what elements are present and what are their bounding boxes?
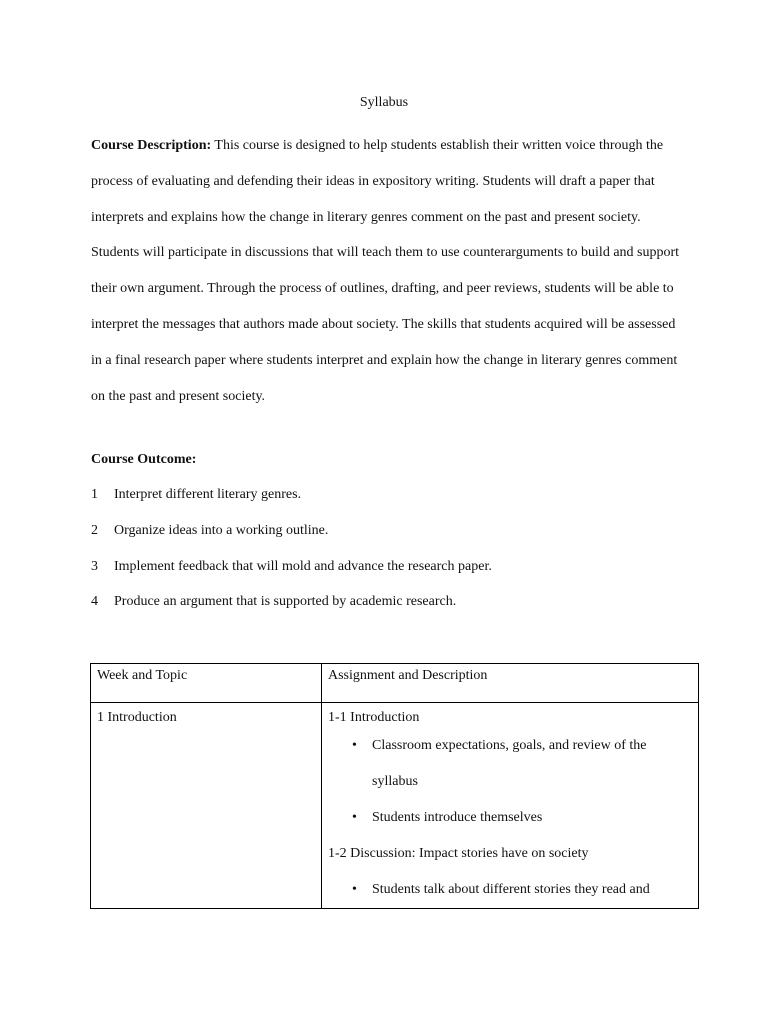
course-outcome-heading: Course Outcome: <box>91 452 197 467</box>
outcome-item <box>91 557 492 593</box>
schedule-table <box>90 663 699 909</box>
course-description-text: This course is designed to help students establish their written voice through the process of evaluating and defending their ideas in expository writing. Students will draft a paper that interprets and explains how the change in literary genres comment on the past and present society. Students will participate in discussions that will teach them to use counterarguments to build and support their own argument. Through the process of outlines, drafting, and peer reviews, students will be able to interpret the messages that authors made about society. The skills that students acquired will be assessed in a final research paper where students interpret and explain how the change in literary genres comment on the past and present society. <box>91 138 680 404</box>
outcome-number: 1 <box>91 487 98 502</box>
course-description-label: Course Description: <box>91 138 212 153</box>
bullet-text: Students talk about different stories they read and <box>372 882 650 897</box>
table-row <box>91 703 699 909</box>
outcome-text: Produce an argument that is supported by academic research. <box>114 594 457 610</box>
assignment-heading: 1-2 Discussion: Impact stories have on society <box>328 846 589 861</box>
outcome-item <box>91 485 492 521</box>
bullet-icon: • <box>352 738 357 753</box>
assignment-heading: 1-1 Introduction <box>328 710 420 725</box>
table-header-row <box>91 664 699 703</box>
page-title: Syllabus <box>359 95 409 110</box>
bullet-icon: • <box>352 810 357 825</box>
course-description <box>91 128 681 414</box>
bullet-icon: • <box>352 882 357 897</box>
column-header-week: Week and Topic <box>91 664 322 703</box>
bullet-text: Classroom expectations, goals, and review of the syllabus <box>372 738 647 789</box>
course-outcome-list <box>91 485 492 628</box>
outcome-text: Implement feedback that will mold and advance the research paper. <box>114 558 492 574</box>
bullet-item <box>352 800 692 836</box>
outcome-item <box>91 521 492 557</box>
week-topic: 1 Introduction <box>97 710 177 725</box>
assignment-bullet-list <box>328 872 692 908</box>
outcome-number: 4 <box>91 594 98 610</box>
week-cell <box>91 703 322 909</box>
outcome-number: 2 <box>91 522 98 538</box>
outcome-text: Interpret different literary genres. <box>114 487 302 502</box>
assignment-bullet-list <box>328 728 692 836</box>
bullet-item <box>352 728 692 800</box>
assignment-cell <box>322 703 699 909</box>
outcome-item <box>91 592 492 628</box>
outcome-text: Organize ideas into a working outline. <box>114 522 329 538</box>
column-header-assignment: Assignment and Description <box>322 664 699 703</box>
bullet-item <box>352 872 692 908</box>
bullet-text: Students introduce themselves <box>372 810 543 825</box>
outcome-number: 3 <box>91 558 98 574</box>
